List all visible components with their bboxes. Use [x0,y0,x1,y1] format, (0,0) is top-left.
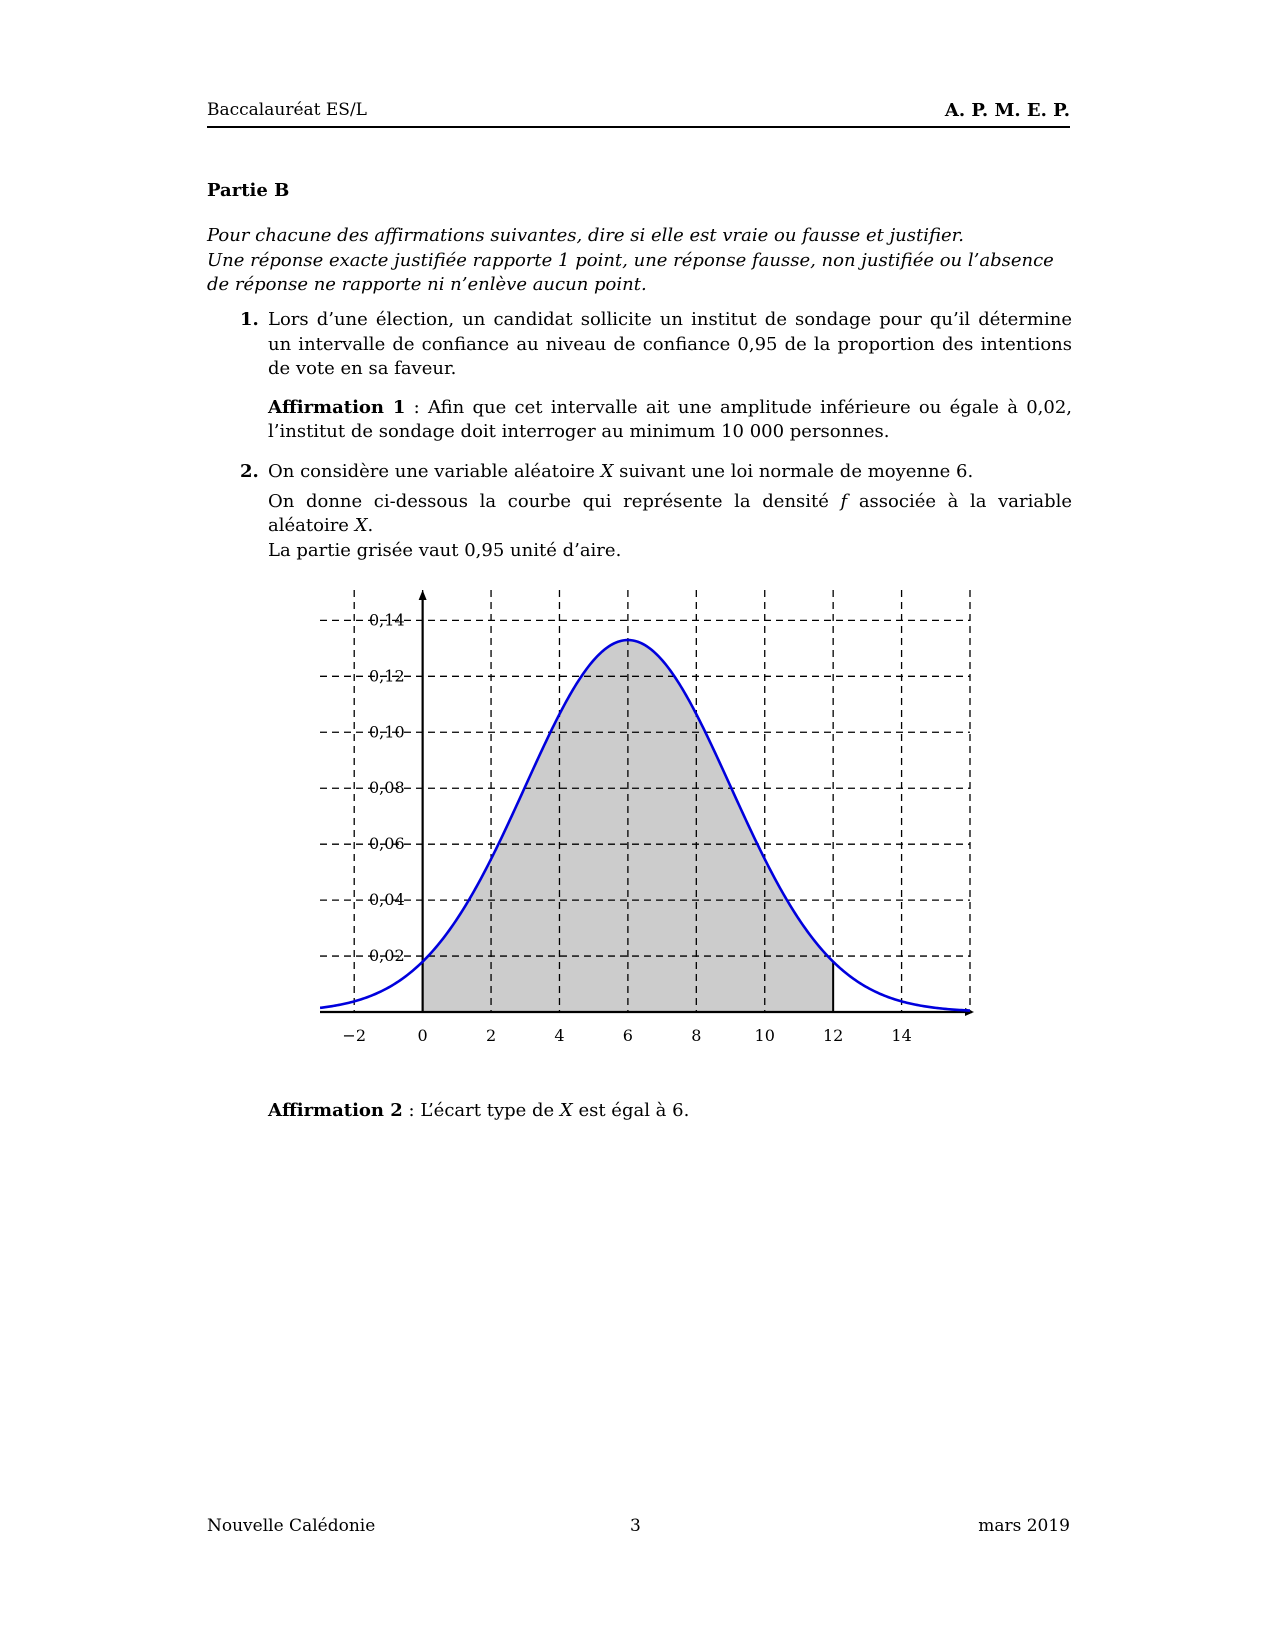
y-tick-label: 0,12 [369,666,405,686]
footer-right: mars 2019 [978,1516,1070,1536]
question-2-number: 2. [240,461,259,482]
page-number: 3 [630,1516,641,1536]
question-2-line-2 [268,490,1072,539]
q2-line2-c: . [367,515,374,536]
var-f: f [840,490,848,512]
instructions-line-2: Une réponse exacte justifiée rapporte 1 point, une réponse fausse, non justifiée ou l’absence de réponse ne rapporte ni n’enlève aucun point. [207,249,1054,295]
q2-line1-a: On considère une variable aléatoire [268,461,601,482]
x-tick-label: 8 [691,1026,702,1045]
affirmation-2-text-a: : L’écart type de [402,1100,560,1121]
footer-left: Nouvelle Calédonie [207,1516,376,1536]
page-header [207,100,1070,128]
section-title: Partie B [207,180,290,201]
question-1-text: Lors d’une élection, un candidat sollicite un institut de sondage pour qu’il détermine un intervalle de confiance au niveau de confiance 0,95 de la proportion des intentions de vote en sa faveur. [268,309,1072,379]
normal-density-chart [320,582,1010,1072]
instructions-line-1: Pour chacune des affirmations suivantes, dire si elle est vraie ou fausse et justifier. [207,225,964,246]
q2-line2-a: On donne ci-dessous la courbe qui représente la densité [268,490,841,512]
affirmation-2-text-b: est égal à 6. [572,1100,690,1121]
question-2-line-3: La partie grisée vaut 0,95 unité d’aire. [268,539,622,561]
y-tick-label: 0,06 [369,834,405,854]
affirmation-1-label: Affirmation 1 [268,396,406,418]
var-x-2: X [354,515,368,536]
x-tick-label: −2 [342,1026,367,1045]
affirmation-1 [268,396,1072,445]
x-tick-label: 2 [485,1026,497,1045]
q2-line2-b: associée à la variable aléatoire [268,490,1073,536]
y-tick-label: 0,08 [369,778,405,798]
y-axis-arrow [419,590,427,600]
header-right: A. P. M. E. P. [944,100,1070,121]
x-tick-label: 14 [891,1026,912,1045]
q2-line1-b: suivant une loi normale de moyenne 6. [613,461,974,482]
y-tick-label: 0,04 [369,890,405,910]
x-tick-label: 0 [417,1026,428,1045]
affirmation-2-label: Affirmation 2 [268,1100,403,1121]
affirmation-2-var: X [559,1100,573,1121]
instructions [207,224,1072,298]
y-tick-label: 0,10 [369,722,405,742]
affirmation-2 [268,1100,689,1121]
x-tick-label: 6 [622,1026,633,1045]
x-tick-label: 12 [822,1026,844,1045]
header-left: Baccalauréat ES/L [207,100,367,120]
question-1-number: 1. [240,309,259,330]
x-tick-label: 10 [754,1026,775,1045]
y-tick-label: 0,14 [369,610,405,630]
var-x: X [600,461,614,482]
affirmation-1-text: : Afin que cet intervalle ait une amplitude inférieure ou égale à 0,02, l’institut de sondage doit interroger au minimum 10 000 personnes. [268,396,1072,442]
y-tick-label: 0,02 [369,946,405,966]
x-tick-label: 4 [554,1026,565,1045]
question-2-line-1 [268,460,1072,485]
